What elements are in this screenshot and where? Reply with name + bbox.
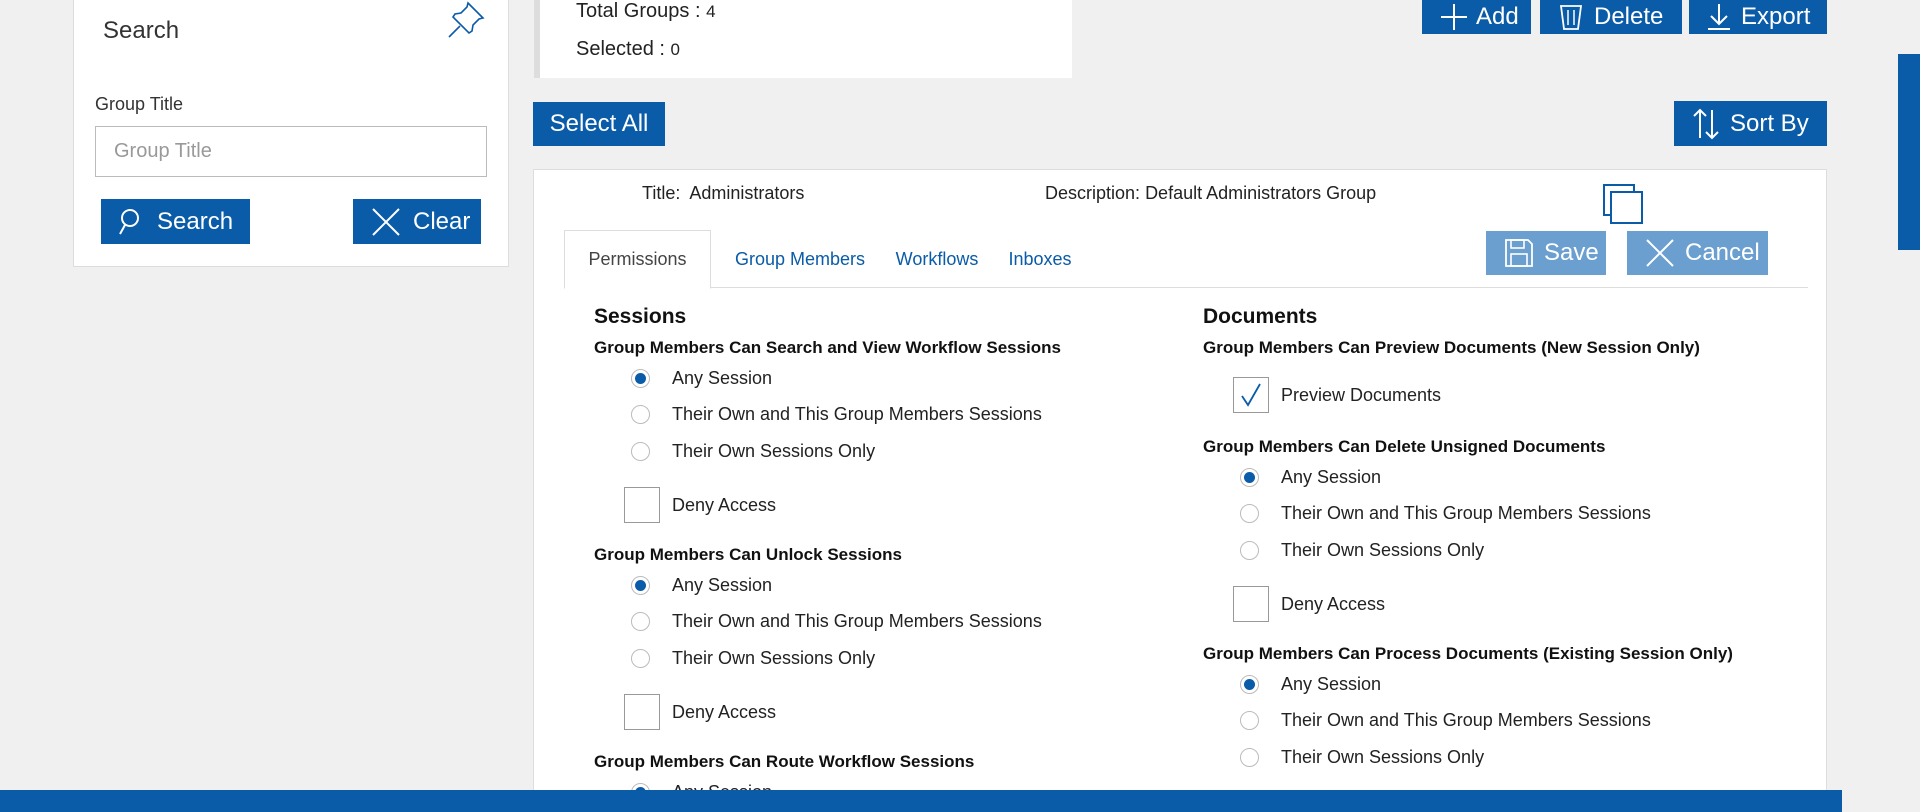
save-icon	[1504, 238, 1534, 268]
group-title-value: Administrators	[689, 183, 805, 203]
search-button-label: Search	[157, 207, 234, 235]
group-description-label: Description:	[1045, 183, 1141, 203]
preview-documents-title: Group Members Can Preview Documents (New Session Only)	[1203, 338, 1700, 357]
search-button[interactable]	[101, 199, 250, 244]
search-icon	[119, 208, 145, 236]
sessions-heading: Sessions	[594, 305, 687, 328]
add-button[interactable]	[1422, 0, 1531, 34]
trash-icon	[1558, 3, 1584, 31]
export-button[interactable]	[1689, 0, 1827, 34]
selected-value: 0	[670, 40, 680, 59]
delete-unsigned-own-and-group[interactable]	[1240, 503, 1651, 524]
search-view-own-only[interactable]	[631, 441, 875, 462]
delete-button[interactable]	[1540, 0, 1682, 34]
radio-button[interactable]	[1240, 748, 1259, 767]
cancel-button-label: Cancel	[1685, 239, 1760, 266]
delete-unsigned-deny-access[interactable]	[1233, 586, 1385, 622]
checkbox[interactable]	[624, 694, 660, 730]
tab-permissions[interactable]: Permissions	[564, 230, 711, 289]
pin-icon[interactable]	[446, 0, 486, 40]
unlock-sessions-title: Group Members Can Unlock Sessions	[594, 545, 902, 564]
radio-button[interactable]	[631, 576, 650, 595]
checkmark-icon	[1239, 382, 1263, 408]
selected-count	[576, 38, 680, 61]
tab-inboxes[interactable]: Inboxes	[1008, 248, 1072, 269]
unlock-deny-access[interactable]	[624, 694, 776, 730]
group-title	[642, 183, 804, 204]
total-groups-label: Total Groups :	[576, 0, 701, 22]
option-label: Their Own and This Group Members Sessions	[1281, 503, 1651, 523]
radio-button[interactable]	[1240, 541, 1259, 560]
unlock-own-and-group[interactable]	[631, 611, 1042, 632]
delete-unsigned-any-session[interactable]	[1240, 467, 1381, 488]
clear-button-label: Clear	[413, 207, 471, 235]
delete-unsigned-title: Group Members Can Delete Unsigned Documents	[1203, 437, 1606, 456]
documents-heading: Documents	[1203, 305, 1318, 328]
group-description-value: Default Administrators Group	[1145, 183, 1377, 203]
option-label: Their Own and This Group Members Sessions	[1281, 710, 1651, 730]
close-icon	[1645, 238, 1675, 268]
search-panel-title: Search	[103, 17, 180, 44]
export-button-label: Export	[1741, 3, 1811, 30]
option-label: Their Own Sessions Only	[1281, 747, 1485, 767]
option-label: Preview Documents	[1281, 384, 1442, 405]
radio-button[interactable]	[631, 612, 650, 631]
option-label: Any Session	[1281, 467, 1382, 487]
group-title-label: Title:	[642, 183, 681, 203]
close-icon	[371, 207, 401, 237]
radio-button[interactable]	[631, 405, 650, 424]
select-all-button-label: Select All	[549, 110, 649, 137]
sort-by-button[interactable]	[1674, 101, 1827, 146]
option-label: Their Own Sessions Only	[672, 648, 876, 668]
option-label: Their Own Sessions Only	[672, 441, 876, 461]
radio-button[interactable]	[631, 649, 650, 668]
radio-button[interactable]	[631, 369, 650, 388]
option-label: Any Session	[672, 368, 773, 388]
groups-summary	[534, 0, 1072, 78]
group-detail-card	[533, 169, 1827, 812]
total-groups	[576, 0, 716, 23]
scrollbar-thumb[interactable]	[1898, 54, 1920, 250]
process-own-only[interactable]	[1240, 747, 1484, 768]
checkbox[interactable]	[1233, 377, 1269, 413]
download-icon	[1707, 3, 1731, 31]
search-view-sessions-title: Group Members Can Search and View Workflow Sessions	[594, 338, 1062, 357]
option-label: Deny Access	[672, 701, 777, 722]
option-label: Deny Access	[1281, 593, 1386, 614]
search-panel	[73, 0, 509, 267]
radio-button[interactable]	[631, 442, 650, 461]
sort-icon	[1692, 108, 1720, 140]
preview-documents-option[interactable]	[1233, 377, 1441, 413]
detail-tabs	[564, 230, 1808, 288]
group-title-input[interactable]	[95, 126, 487, 177]
search-view-own-and-group[interactable]	[631, 404, 1042, 425]
clear-button[interactable]	[353, 199, 481, 244]
radio-button[interactable]	[1240, 711, 1259, 730]
delete-button-label: Delete	[1594, 3, 1664, 30]
process-documents-title: Group Members Can Process Documents (Existing Session Only)	[1203, 644, 1733, 663]
save-button-label: Save	[1544, 239, 1599, 266]
process-own-and-group[interactable]	[1240, 710, 1651, 731]
option-label: Any Session	[672, 575, 773, 595]
sort-by-button-label: Sort By	[1730, 109, 1809, 137]
delete-unsigned-own-only[interactable]	[1240, 540, 1484, 561]
save-button[interactable]	[1486, 231, 1606, 275]
bottom-bar	[0, 790, 1842, 812]
option-label: Their Own and This Group Members Sessions	[672, 611, 1042, 631]
option-label: Any Session	[1281, 674, 1382, 694]
radio-button[interactable]	[1240, 504, 1259, 523]
checkbox[interactable]	[1233, 586, 1269, 622]
radio-button[interactable]	[1240, 675, 1259, 694]
tab-workflows[interactable]: Workflows	[895, 248, 979, 269]
select-all-button[interactable]	[533, 102, 665, 146]
copy-icon[interactable]	[1602, 183, 1644, 225]
selected-label: Selected :	[576, 38, 665, 60]
plus-icon	[1440, 3, 1468, 31]
group-description	[1045, 183, 1376, 204]
cancel-button[interactable]	[1627, 231, 1768, 275]
process-any-session[interactable]	[1240, 674, 1381, 695]
option-label: Their Own and This Group Members Sessions	[672, 404, 1042, 424]
add-button-label: Add	[1476, 3, 1519, 30]
route-sessions-title: Group Members Can Route Workflow Sessions	[594, 752, 975, 771]
tab-group-members[interactable]: Group Members	[734, 248, 866, 269]
unlock-any-session[interactable]	[631, 575, 772, 596]
radio-button[interactable]	[1240, 468, 1259, 487]
group-title-label: Group Title	[95, 94, 184, 114]
search-view-deny-access[interactable]	[624, 487, 776, 523]
option-label: Their Own Sessions Only	[1281, 540, 1485, 560]
search-view-any-session[interactable]	[631, 368, 772, 389]
checkbox[interactable]	[624, 487, 660, 523]
option-label: Deny Access	[672, 494, 777, 515]
unlock-own-only[interactable]	[631, 648, 875, 669]
total-groups-value: 4	[706, 2, 716, 21]
